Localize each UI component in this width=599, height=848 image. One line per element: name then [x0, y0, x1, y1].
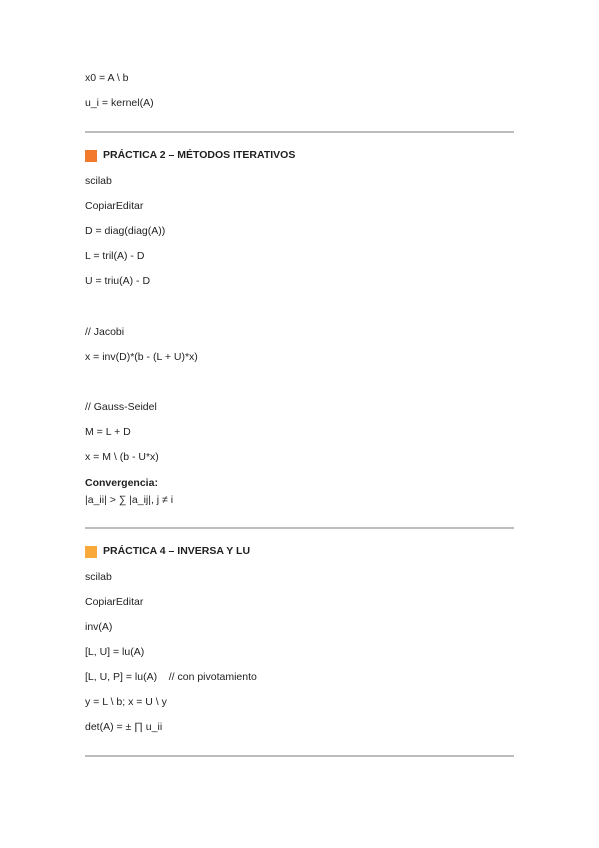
code-line: L = tril(A) - D — [85, 250, 145, 262]
code-line: U = triu(A) - D — [85, 275, 151, 287]
section-title: PRÁCTICA 4 – INVERSA Y LU — [103, 545, 251, 557]
section-divider — [85, 527, 514, 529]
convergence-text: |a_ii| > ∑ |a_ij|, j ≠ i — [85, 494, 174, 506]
code-line: x0 = A \ b — [85, 72, 129, 84]
code-line: x = M \ (b - U*x) — [85, 451, 159, 463]
code-comment: // Gauss-Seidel — [85, 401, 157, 413]
section-divider — [85, 131, 514, 133]
code-language-label: scilab — [85, 571, 112, 583]
code-line: y = L \ b; x = U \ y — [85, 696, 167, 708]
orange-square-icon — [85, 150, 97, 162]
code-comment: // Jacobi — [85, 326, 125, 338]
code-language-label: scilab — [85, 175, 112, 187]
section-heading-practica-4 — [85, 545, 250, 558]
code-line: det(A) = ± ∏ u_ii — [85, 721, 163, 733]
yellow-square-icon — [85, 546, 97, 558]
copy-edit-button[interactable]: CopiarEditar — [85, 596, 144, 608]
code-line: u_i = kernel(A) — [85, 97, 154, 109]
section-heading-practica-2 — [85, 149, 295, 162]
section-title: PRÁCTICA 2 – MÉTODOS ITERATIVOS — [103, 149, 296, 161]
code-line: D = diag(diag(A)) — [85, 225, 166, 237]
convergence-label: Convergencia: — [85, 477, 158, 489]
copy-edit-button[interactable]: CopiarEditar — [85, 200, 144, 212]
code-line: inv(A) — [85, 621, 113, 633]
code-line: x = inv(D)*(b - (L + U)*x) — [85, 351, 198, 363]
section-divider — [85, 755, 514, 757]
code-line: [L, U, P] = lu(A) // con pivotamiento — [85, 671, 257, 683]
code-line: [L, U] = lu(A) — [85, 646, 145, 658]
code-line: M = L + D — [85, 426, 131, 438]
